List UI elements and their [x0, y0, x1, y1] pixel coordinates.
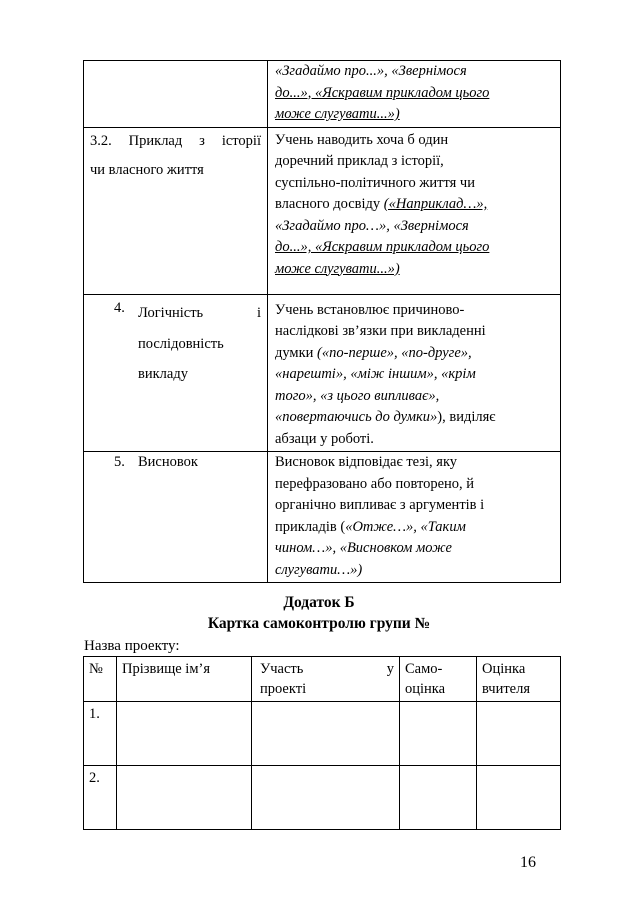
text-line: чином…», «Висновком може	[275, 540, 452, 556]
description-cell	[268, 127, 561, 294]
header-line: вчителя	[482, 681, 531, 697]
table-row	[84, 294, 561, 452]
criteria-cell	[84, 127, 268, 294]
column-header	[400, 657, 477, 702]
table-row	[84, 702, 561, 766]
criteria-cell	[84, 452, 268, 583]
header-line: Оцінка	[482, 661, 526, 677]
table-cell	[117, 766, 252, 830]
criterion-label: викладу	[138, 365, 188, 382]
table-header-row	[84, 657, 561, 702]
self-control-table	[83, 656, 561, 830]
description-cell	[268, 61, 561, 128]
text-line: думки	[275, 344, 318, 361]
text-line: органічно випливає з аргументів і	[275, 497, 485, 513]
criteria-cell	[84, 294, 268, 452]
row-number: 2.	[84, 766, 117, 830]
text-line: суспільно-політичного життя чи	[275, 174, 475, 191]
column-header	[477, 657, 561, 702]
criterion-number: 5.	[114, 454, 125, 470]
table-cell	[400, 766, 477, 830]
text-line: до...», «Яскравим прикладом цього	[275, 239, 490, 255]
criterion-label: 3.2. Приклад з історії	[90, 132, 261, 149]
text-line: слугувати…»)	[275, 561, 363, 578]
description-cell	[268, 452, 561, 583]
text-line: Учень наводить хоча б один	[275, 131, 449, 148]
criteria-cell	[84, 61, 268, 128]
appendix-subtitle: Картка самоконтролю групи №	[207, 615, 431, 632]
text-line: «Згадаймо про...», «Звернімося	[275, 63, 467, 79]
project-name-label: Назва проекту:	[84, 638, 180, 654]
text-line: «нарешті», «між іншим», «крім	[275, 366, 476, 382]
table-cell	[400, 702, 477, 766]
text-line: («по-перше», «по-друге»,	[317, 344, 472, 361]
text-line: абзаци у роботі.	[275, 430, 374, 447]
text-line: («Наприклад…»,	[383, 196, 488, 212]
header-line: Само-	[405, 661, 443, 677]
table-row	[84, 452, 561, 583]
appendix-title: Додаток Б	[283, 594, 355, 611]
text-line: «Згадаймо про…», «Звернімося	[275, 217, 469, 234]
table-cell	[252, 766, 400, 830]
table-row	[84, 61, 561, 128]
table-cell	[477, 702, 561, 766]
text-line: власного досвіду	[275, 196, 384, 212]
text-line: ), виділяє	[437, 409, 496, 425]
header-line: Участь у	[260, 661, 394, 677]
column-header: №	[84, 657, 117, 702]
table-row	[84, 766, 561, 830]
column-header: Прізвище ім’я	[117, 657, 252, 702]
table-cell	[477, 766, 561, 830]
text-line: «Отже…», «Таким	[345, 518, 466, 535]
table-cell	[252, 702, 400, 766]
table-cell	[117, 702, 252, 766]
criterion-label: чи власного життя	[90, 161, 204, 178]
row-number: 1.	[84, 702, 117, 766]
column-header	[252, 657, 400, 702]
description-cell	[268, 294, 561, 452]
page-number: 16	[520, 854, 536, 871]
text-line: перефразовано або повторено, й	[275, 475, 475, 492]
text-line: «повертаючись до думки»	[275, 409, 438, 425]
text-line: наслідкові зв’язки при викладенні	[275, 323, 486, 339]
criterion-number: 4.	[114, 299, 125, 316]
header-line: проекті	[260, 681, 307, 697]
text-line: до...», «Яскравим прикладом цього	[275, 84, 490, 101]
text-line: може слугувати...»)	[275, 260, 400, 277]
text-line: може слугувати...»)	[275, 106, 400, 122]
text-line: Висновок відповідає тезі, яку	[275, 454, 458, 470]
criterion-label: послідовність	[138, 335, 224, 352]
text-line: доречний приклад з історії,	[275, 153, 444, 169]
criterion-label: Висновок	[138, 454, 198, 470]
header-line: оцінка	[405, 681, 446, 697]
criterion-label: Логічність і	[138, 304, 261, 321]
table-row	[84, 127, 561, 294]
text-line: того», «з цього випливає»,	[275, 387, 440, 404]
criteria-table	[83, 60, 561, 583]
text-line: прикладів (	[275, 518, 346, 535]
text-line: Учень встановлює причиново-	[275, 301, 465, 318]
